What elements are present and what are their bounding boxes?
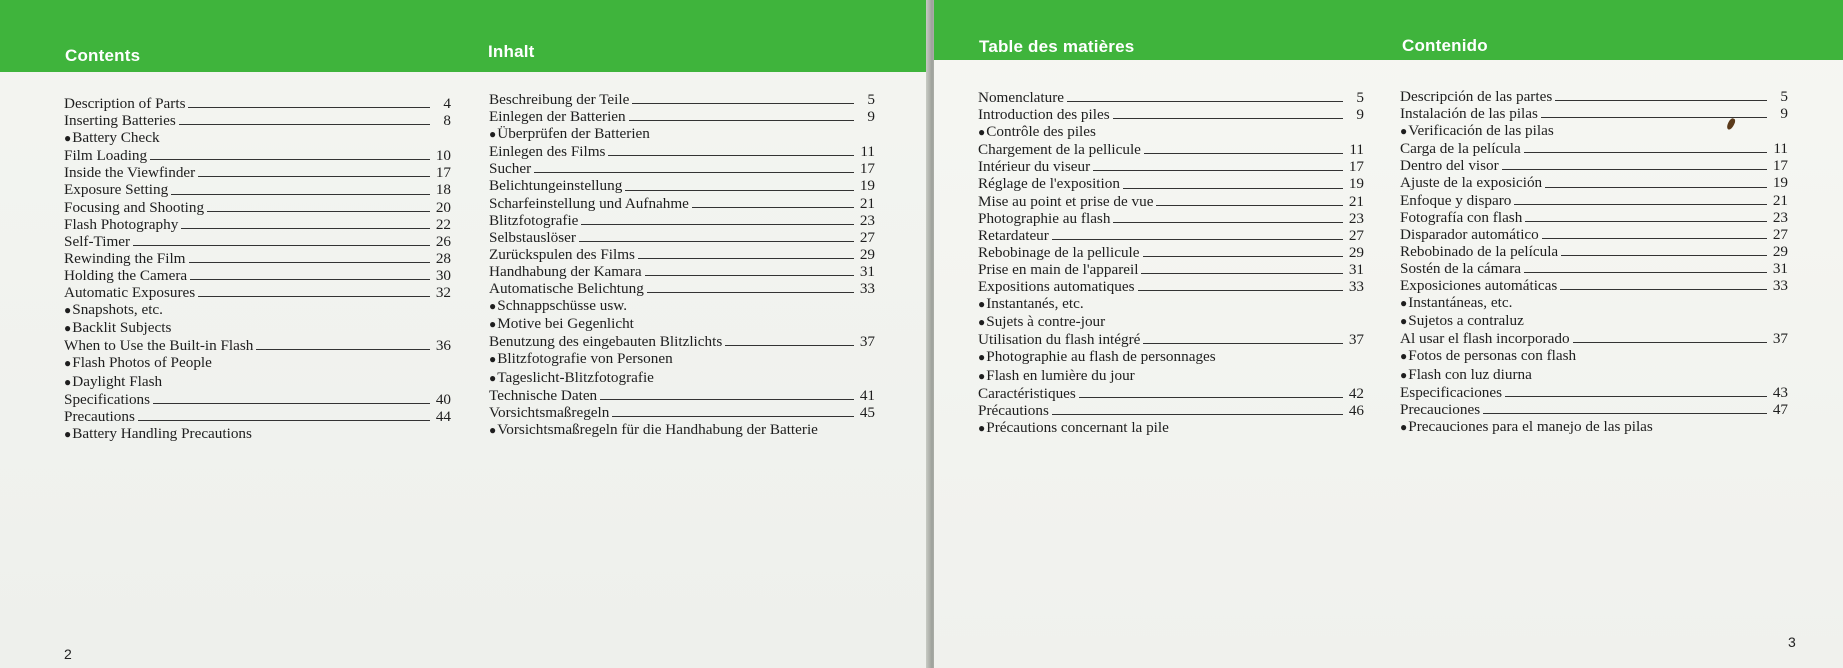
toc-subentry	[1400, 312, 1788, 330]
toc-page-number: 17	[1348, 158, 1364, 176]
toc-entry	[1400, 209, 1788, 226]
leader-line	[612, 416, 854, 417]
toc-entry-title: ● Sujets à contre-jour	[978, 313, 1105, 331]
toc-entry	[64, 147, 451, 164]
toc-entry-title: Blitzfotografie	[489, 211, 579, 229]
toc-entry-title: Instalación de las pilas	[1400, 105, 1538, 123]
toc-page-number: 27	[1348, 226, 1364, 244]
leader-line	[1560, 289, 1767, 290]
toc-entry-title: Film Loading	[64, 147, 148, 165]
toc-subentry	[489, 421, 875, 439]
toc-entry-title: ● Vorsichtsmaßregeln für die Handhabung der Batterie	[489, 421, 818, 439]
toc-subentry	[64, 354, 451, 372]
toc-page-number: 31	[1772, 259, 1788, 277]
leader-line	[1156, 205, 1343, 206]
toc-entry	[64, 284, 451, 301]
toc-entry-title: Holding the Camera	[64, 266, 188, 284]
toc-entry-title: Specifications	[64, 390, 151, 408]
toc-entry-title: Flash Photography	[64, 215, 179, 233]
leader-line	[1138, 290, 1343, 291]
toc-page-number: 29	[1772, 242, 1788, 260]
toc-entry-title: Mise au point et prise de vue	[978, 192, 1154, 210]
toc-page-number: 19	[1772, 174, 1788, 192]
toc-entry-title: ● Battery Check	[64, 129, 160, 147]
toc-page-number: 30	[435, 266, 451, 284]
toc-entry	[1400, 157, 1788, 174]
toc-entry	[64, 267, 451, 284]
toc-page-number: 29	[1348, 243, 1364, 261]
toc-entry-title: Einlegen der Batterien	[489, 108, 626, 126]
leader-line	[1067, 101, 1343, 102]
leader-line	[1505, 396, 1767, 397]
toc-page-number: 22	[435, 215, 451, 233]
leader-line	[133, 245, 430, 246]
toc-entry	[1400, 277, 1788, 294]
toc-entry	[489, 280, 875, 297]
leader-line	[198, 296, 430, 297]
toc-entry	[1400, 260, 1788, 277]
toc-subentry	[64, 319, 451, 337]
leader-line	[647, 292, 854, 293]
toc-page-number: 8	[443, 112, 451, 130]
toc-page-number: 36	[435, 337, 451, 355]
toc-entry	[489, 108, 875, 125]
leader-line	[625, 190, 854, 191]
toc-entry-title: Inserting Batteries	[64, 112, 176, 130]
toc-page-number: 31	[1348, 260, 1364, 278]
toc-entry-title: ● Precauciones para el manejo de las pilas	[1400, 418, 1653, 436]
toc-entry-title: ● Überprüfen der Batterien	[489, 125, 650, 143]
toc-page-number: 46	[1348, 401, 1364, 419]
leader-line	[188, 107, 430, 108]
toc-page-number: 26	[435, 232, 451, 250]
leader-line	[190, 279, 430, 280]
leader-line	[1141, 273, 1343, 274]
toc-entry-title: When to Use the Built-in Flash	[64, 337, 254, 355]
leader-line	[645, 275, 854, 276]
toc-page-number: 41	[859, 386, 875, 404]
toc-entry-title: Beschreibung der Teile	[489, 91, 630, 108]
toc-page-number: 5	[1780, 88, 1788, 105]
toc-page-number: 31	[859, 262, 875, 280]
toc-entry-title: ● Battery Handling Precautions	[64, 425, 252, 443]
leader-line	[692, 207, 854, 208]
toc-entry	[1400, 140, 1788, 157]
leader-line	[638, 258, 854, 259]
toc-page-number: 37	[1348, 331, 1364, 349]
toc-subentry	[978, 313, 1364, 331]
toc-page-number: 20	[435, 198, 451, 216]
toc-entry	[64, 95, 451, 112]
toc-entry-title: Self-Timer	[64, 232, 131, 250]
leader-line	[1052, 239, 1343, 240]
toc-entry-title: Vorsichtsmaßregeln	[489, 403, 610, 421]
leader-line	[1542, 238, 1767, 239]
toc-subentry	[978, 295, 1364, 313]
toc-entry-title: Einlegen des Films	[489, 143, 606, 161]
toc-entry-title: Précautions	[978, 401, 1049, 419]
leader-line	[150, 159, 430, 160]
leader-line	[1113, 118, 1343, 119]
toc-entry	[978, 193, 1364, 210]
toc-entry-title: ● Contrôle des piles	[978, 123, 1096, 141]
toc-page-number: 17	[435, 164, 451, 182]
toc-subentry	[978, 419, 1364, 437]
toc-entry-title: Sostén de la cámara	[1400, 259, 1522, 277]
toc-entry-title: ● Flash Photos of People	[64, 354, 212, 372]
leader-line	[1143, 343, 1343, 344]
toc-entry	[64, 112, 451, 129]
leader-line	[1483, 413, 1767, 414]
toc-subentry	[64, 373, 451, 391]
toc-entry	[489, 91, 875, 108]
toc-entry	[64, 233, 451, 250]
toc-entry-title: ● Photographie au flash de personnages	[978, 348, 1216, 366]
leader-line	[256, 349, 430, 350]
toc-page-number: 21	[1348, 192, 1364, 210]
leader-line	[179, 124, 430, 125]
toc-subentry	[1400, 294, 1788, 312]
toc-page-number: 33	[1348, 278, 1364, 296]
toc-subentry	[1400, 366, 1788, 384]
toc-entry-title: ● Sujetos a contraluz	[1400, 312, 1524, 330]
toc-page-number: 37	[1772, 330, 1788, 348]
toc-entry-title: ● Flash en lumière du jour	[978, 367, 1135, 385]
toc-entry-title: ● Verificación de las pilas	[1400, 122, 1554, 140]
toc-entry-title: Precauciones	[1400, 400, 1481, 418]
leader-line	[581, 224, 854, 225]
leader-line	[181, 228, 430, 229]
toc-entry-title: Ajuste de la exposición	[1400, 174, 1543, 192]
toc-entry-title: Introduction des piles	[978, 106, 1110, 124]
toc-page-number: 18	[435, 181, 451, 199]
leader-line	[1524, 152, 1767, 153]
leader-line	[207, 211, 430, 212]
toc-entry	[64, 181, 451, 198]
toc-subentry	[978, 348, 1364, 366]
toc-entry-title: Rebobinage de la pellicule	[978, 243, 1140, 261]
toc-page-number: 9	[1780, 105, 1788, 123]
toc-page-number: 33	[1772, 277, 1788, 295]
page-number-right: 3	[1788, 634, 1796, 650]
toc-entry	[978, 210, 1364, 227]
toc-entry-title: Descripción de las partes	[1400, 88, 1553, 105]
toc-subentry	[489, 297, 875, 315]
toc-page-number: 23	[1772, 208, 1788, 226]
toc-entry-title: ● Backlit Subjects	[64, 319, 171, 337]
toc-entry	[978, 89, 1364, 106]
toc-entry-title: Disparador automático	[1400, 225, 1539, 243]
leader-line	[1144, 153, 1343, 154]
leader-line	[1561, 255, 1767, 256]
toc-entry-title: Utilisation du flash intégré	[978, 331, 1141, 349]
toc-entry-title: Technische Daten	[489, 386, 598, 404]
toc-page-number: 21	[859, 194, 875, 212]
toc-list-german	[489, 91, 875, 439]
toc-entry-title: Precautions	[64, 407, 135, 425]
toc-entry	[978, 385, 1364, 402]
leader-line	[1555, 100, 1767, 101]
toc-entry-title: Especificaciones	[1400, 383, 1503, 401]
toc-entry-title: ● Fotos de personas con flash	[1400, 347, 1576, 365]
toc-entry-title: Benutzung des eingebauten Blitzlichts	[489, 333, 723, 351]
toc-list-english	[64, 95, 451, 443]
toc-page-number: 19	[859, 177, 875, 195]
toc-entry-title: Nomenclature	[978, 89, 1065, 106]
toc-list-spanish	[1400, 88, 1788, 436]
toc-page-number: 47	[1772, 400, 1788, 418]
toc-entry	[1400, 192, 1788, 209]
toc-page-number: 27	[859, 228, 875, 246]
toc-entry-title: Carga de la película	[1400, 140, 1521, 158]
leader-line	[1524, 272, 1767, 273]
toc-entry-title: Belichtungeinstellung	[489, 177, 623, 195]
leader-line	[1052, 414, 1343, 415]
toc-subentry	[64, 301, 451, 319]
toc-entry-title: Enfoque y disparo	[1400, 191, 1512, 209]
leader-line	[153, 403, 430, 404]
toc-entry-title: ● Précautions concernant la pile	[978, 419, 1169, 437]
toc-page-number: 4	[443, 95, 451, 112]
toc-entry	[489, 246, 875, 263]
toc-subentry	[978, 367, 1364, 385]
toc-entry	[489, 212, 875, 229]
leader-line	[189, 262, 431, 263]
toc-page-number: 44	[435, 407, 451, 425]
toc-subentry	[64, 129, 451, 147]
toc-entry-title: ● Flash con luz diurna	[1400, 366, 1532, 384]
toc-entry	[64, 164, 451, 181]
toc-entry-title: ● Schnappschüsse usw.	[489, 297, 627, 315]
toc-entry-title: Sucher	[489, 160, 532, 178]
toc-entry	[489, 229, 875, 246]
toc-entry-title: Al usar el flash incorporado	[1400, 330, 1570, 348]
toc-entry-title: ● Instantáneas, etc.	[1400, 294, 1512, 312]
toc-page-number: 40	[435, 390, 451, 408]
leader-line	[171, 194, 430, 195]
heading-german: Inhalt	[488, 42, 535, 61]
toc-entry	[1400, 174, 1788, 191]
toc-entry-title: ● Blitzfotografie von Personen	[489, 350, 673, 368]
toc-entry-title: Description of Parts	[64, 95, 186, 112]
toc-page-number: 5	[867, 91, 875, 108]
toc-entry	[64, 408, 451, 425]
toc-entry	[1400, 401, 1788, 418]
toc-entry	[1400, 88, 1788, 105]
toc-subentry	[1400, 347, 1788, 365]
toc-entry	[489, 263, 875, 280]
toc-page-number: 28	[435, 249, 451, 267]
leader-line	[629, 120, 854, 121]
leader-line	[1525, 221, 1767, 222]
toc-page-number: 11	[860, 143, 875, 161]
toc-page-number: 17	[859, 160, 875, 178]
heading-spanish: Contenido	[1402, 36, 1488, 55]
toc-entry-title: Fotografía con flash	[1400, 208, 1523, 226]
toc-entry	[1400, 384, 1788, 401]
toc-entry	[489, 195, 875, 212]
toc-entry-title: ● Tageslicht-Blitzfotografie	[489, 369, 654, 387]
toc-page-number: 9	[867, 108, 875, 126]
toc-entry	[978, 331, 1364, 348]
toc-entry	[64, 250, 451, 267]
toc-entry-title: ● Snapshots, etc.	[64, 301, 163, 319]
toc-entry-title: Réglage de l'exposition	[978, 175, 1120, 193]
toc-entry-title: Scharfeinstellung und Aufnahme	[489, 194, 689, 212]
toc-entry-title: Automatic Exposures	[64, 284, 196, 302]
toc-entry	[64, 337, 451, 354]
toc-entry	[1400, 243, 1788, 260]
leader-line	[1514, 204, 1767, 205]
toc-entry	[489, 177, 875, 194]
toc-entry-title: Caractéristiques	[978, 384, 1076, 402]
toc-entry-title: Zurückspulen des Films	[489, 245, 635, 263]
toc-page-number: 42	[1348, 384, 1364, 402]
toc-entry	[489, 404, 875, 421]
leader-line	[198, 176, 430, 177]
toc-entry-title: Intérieur du viseur	[978, 158, 1091, 176]
toc-page-number: 23	[1348, 209, 1364, 227]
leader-line	[1545, 187, 1767, 188]
toc-subentry	[489, 369, 875, 387]
toc-entry-title: ● Instantanés, etc.	[978, 295, 1084, 313]
toc-entry	[978, 278, 1364, 295]
leader-line	[1573, 342, 1767, 343]
toc-page-number: 9	[1356, 106, 1364, 124]
toc-page-number: 33	[859, 280, 875, 298]
toc-entry-title: Handhabung der Kamara	[489, 262, 642, 280]
toc-entry-title: Focusing and Shooting	[64, 198, 205, 216]
toc-entry-title: Inside the Viewfinder	[64, 164, 196, 182]
leader-line	[1143, 256, 1343, 257]
toc-page-number: 23	[859, 211, 875, 229]
leader-line	[600, 399, 854, 400]
toc-entry	[489, 387, 875, 404]
toc-subentry	[64, 425, 451, 443]
page-number-left: 2	[64, 646, 72, 662]
toc-entry	[489, 160, 875, 177]
toc-page-number: 43	[1772, 383, 1788, 401]
toc-entry-title: Chargement de la pellicule	[978, 141, 1141, 159]
toc-entry	[978, 261, 1364, 278]
toc-page-number: 37	[859, 333, 875, 351]
toc-page-number: 21	[1772, 191, 1788, 209]
leader-line	[1502, 169, 1767, 170]
toc-entry-title: Dentro del visor	[1400, 157, 1499, 175]
toc-page-number: 45	[859, 403, 875, 421]
leader-line	[579, 241, 854, 242]
leader-line	[1079, 397, 1343, 398]
toc-page-number: 17	[1772, 157, 1788, 175]
toc-entry	[978, 141, 1364, 158]
toc-list-french	[978, 89, 1364, 437]
toc-entry	[978, 227, 1364, 244]
toc-entry	[64, 199, 451, 216]
toc-subentry	[489, 350, 875, 368]
toc-page-number: 10	[435, 147, 451, 165]
toc-entry	[978, 244, 1364, 261]
toc-entry	[978, 402, 1364, 419]
toc-page-number: 11	[1349, 141, 1364, 159]
toc-subentry	[489, 315, 875, 333]
leader-line	[725, 345, 854, 346]
leader-line	[1113, 222, 1343, 223]
toc-entry	[1400, 330, 1788, 347]
toc-entry-title: ● Motive bei Gegenlicht	[489, 315, 634, 333]
leader-line	[534, 172, 854, 173]
toc-entry-title: ● Daylight Flash	[64, 373, 162, 391]
toc-entry-title: Rebobinado de la película	[1400, 242, 1559, 260]
leader-line	[138, 420, 430, 421]
toc-entry	[978, 158, 1364, 175]
right-page	[934, 0, 1843, 668]
toc-entry	[1400, 226, 1788, 243]
toc-entry-title: Selbstauslöser	[489, 228, 576, 246]
toc-page-number: 27	[1772, 225, 1788, 243]
toc-entry-title: Expositions automatiques	[978, 278, 1135, 296]
leader-line	[632, 103, 854, 104]
toc-entry	[489, 333, 875, 350]
toc-subentry	[978, 123, 1364, 141]
leader-line	[1123, 188, 1343, 189]
toc-entry-title: Retardateur	[978, 226, 1049, 244]
toc-entry	[64, 391, 451, 408]
toc-entry-title: Exposiciones automáticas	[1400, 277, 1558, 295]
toc-subentry	[1400, 418, 1788, 436]
toc-entry	[489, 143, 875, 160]
toc-entry	[978, 175, 1364, 192]
toc-entry-title: Rewinding the Film	[64, 249, 186, 267]
toc-entry-title: Automatische Belichtung	[489, 280, 644, 298]
toc-page-number: 32	[435, 284, 451, 302]
heading-english: Contents	[65, 46, 141, 65]
leader-line	[608, 155, 854, 156]
toc-page-number: 5	[1356, 89, 1364, 106]
toc-entry	[64, 216, 451, 233]
toc-entry-title: Prise en main de l'appareil	[978, 260, 1139, 278]
leader-line	[1093, 170, 1343, 171]
toc-page-number: 29	[859, 245, 875, 263]
toc-subentry	[489, 125, 875, 143]
heading-french: Table des matières	[979, 37, 1135, 56]
toc-entry-title: Exposure Setting	[64, 181, 169, 199]
toc-entry-title: Photographie au flash	[978, 209, 1111, 227]
toc-page-number: 11	[1773, 140, 1788, 158]
toc-page-number: 19	[1348, 175, 1364, 193]
toc-entry	[978, 106, 1364, 123]
